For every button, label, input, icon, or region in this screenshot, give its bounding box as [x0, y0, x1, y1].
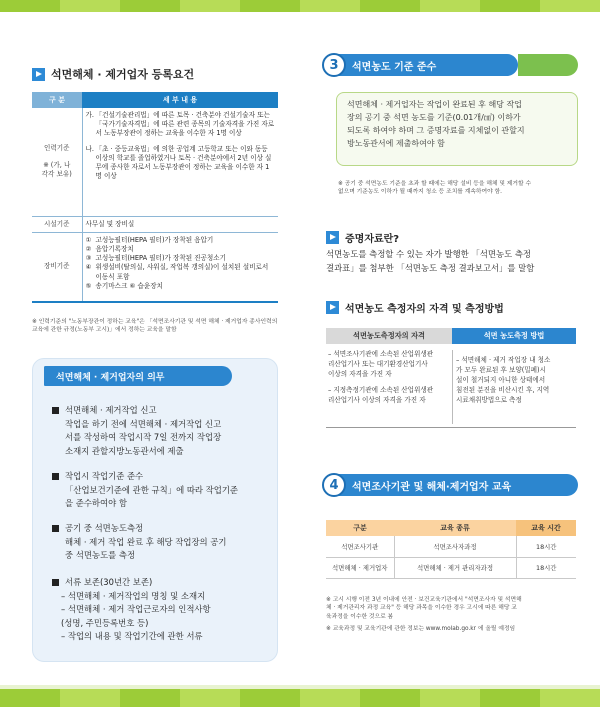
edu-header-category: 구분	[326, 520, 394, 536]
table-row	[32, 232, 278, 302]
table-row	[32, 216, 278, 232]
edu-header-type: 교육 종류	[394, 520, 516, 536]
criteria-box: 석면해체 · 제거업자는 작업이 완료된 후 해당 작업 장의 공기 중 석면 농도를 기준(0.01개/㎤) 이하가 되도록 하여야 하며 그 증명자료를 지체없이 관할지 방노동관서에 제출하여야 함	[336, 92, 578, 166]
bullet-square-icon	[52, 525, 59, 532]
row-label-staff: 인력기준 ※ (가, 나 각각 보유)	[32, 108, 82, 216]
bullet-square-icon	[52, 473, 59, 480]
row-detail-facility: 사무실 및 장비실	[82, 216, 278, 232]
arrow-icon	[326, 231, 339, 244]
table-header-category: 구 분	[32, 92, 82, 108]
criteria-note: ※ 공기 중 석면농도 기준을 초과 할 때에는 해당 설비 등을 해체 및 제거할 수 없으며 기준농도 이하가 될 때까지 청소 등 조치를 계속하여야 함.	[338, 181, 532, 196]
list-item: ④ 위생설비(탈의실, 샤워실, 작업복 갱의실)이 설치된 설비로서 이동식 포함	[85, 263, 269, 281]
quals-right-cell: – 석면해체 · 제거 작업장 내 청소 가 모두 완료된 후 보양(밀폐)시 설이 철거되지 아니한 상태에서 침전된 분진을 비산시킨 후, 지역 시료채취방법으로 측정	[456, 356, 551, 404]
list-item: 가. 「건설기술관리법」에 따른 토목 · 건축분야 건설기술자 또는 「국가기술자격법」에 따른 관련 종목의 기술자격을 가진 자로서 노동부장관이 정하는 교육을 이수한 자 1명 이상	[85, 111, 275, 138]
arrow-icon	[326, 301, 339, 314]
section-3-pill: 3 석면농도 기준 준수	[326, 54, 518, 76]
quals-divider	[452, 350, 453, 424]
edu-header-hours: 교육 시간	[516, 520, 576, 536]
bullet-square-icon	[52, 579, 59, 586]
bottom-decorative-stripe	[0, 689, 600, 707]
duty-item-report: 석면해체 · 제거작업 신고 작업을 하기 전에 석면해체 · 제거작업 신고 서를 작성하여 작업시작 7일 전까지 작업장 소재지 관할지방노동관서에 제출	[52, 404, 221, 458]
duty-item-standard: 작업시 작업기준 준수 「산업보건기준에 관한 규칙」에 따라 작업기준 을 준수하여야 함	[52, 470, 238, 511]
list-item: ② 음압기록장치	[85, 244, 134, 253]
education-notes: ※ 고시 시행 이전 3년 이내에 안전 · 보건교육기관에서 "석면조사자 및 석면해 체 · 제거관리자 과정 교육" 등 해당 과목을 이수한 경우 고시에 따른 해당 교 육과정을 이수한 것으로 봄 ※ 교육과정 및 교육기관에 관한 정보는 www.molab.go.kr 에 올릴 예정임	[326, 597, 522, 633]
proof-text: 석면농도를 측정할 수 있는 자가 발행한 「석면농도 측정 결과표」를 첨부한 「석면농도 측정 결과보고서」를 말함	[326, 249, 535, 273]
table-row	[32, 108, 278, 216]
table-row: 석면해체 · 제거업자 석면해체 · 제거 관리자과정 18시간	[326, 557, 576, 578]
quals-header-right: 석면 농도측정 방법	[452, 328, 576, 344]
row-label-facility: 시설기준	[32, 216, 82, 232]
duty-item-records: 서류 보존(30년간 보존) – 석면해체 · 제거작업의 명칭 및 소재지 – 석면해체 · 제거 작업근로자의 인적사항 (성명, 주민등록번호 등) – 작업의 내용 및 작업기간에 관한 서류	[52, 576, 211, 644]
list-item: ③ 고성능필터(HEPA 필터)가 장착된 진공청소기	[85, 254, 227, 263]
row-detail-equipment	[82, 232, 278, 302]
duty-item-measure: 공기 중 석면농도측정 해체 · 제거 작업 완료 후 해당 작업장의 공기 중 석면농도를 측정	[52, 522, 227, 563]
section-3-pill-tail	[518, 54, 578, 76]
quals-left-cell: – 석면조사기관에 소속된 산업위생관 리산업기사 또는 대기환경산업기사 이상의 자격을 가진 자 – 지정측정기관에 소속된 산업위생관 리산업기사 이상의 자격을 가진 자	[328, 350, 434, 404]
quals-heading: 석면농도 측정자의 자격 및 측정방법	[326, 300, 504, 315]
bullet-square-icon	[52, 407, 59, 414]
row-detail-staff	[82, 108, 278, 216]
duty-tab: 석면해체 · 제거업자의 의무	[44, 366, 232, 386]
requirements-table	[32, 92, 278, 303]
education-table	[326, 520, 576, 579]
section-4-pill: 4 석면조사기관 및 해체·제거업자 교육	[326, 474, 578, 496]
quals-header-left: 석면농도측정자의 자격	[326, 328, 452, 344]
arrow-icon	[32, 68, 45, 81]
registration-heading: 석면해체 · 제거업자 등록요건	[32, 66, 194, 82]
list-item: 나. 「초 · 중등교육법」에 의한 공업계 고등학교 또는 이와 동등 이상의 학교를 졸업하였거나 토목 · 건축분야에서 2년 이상 실무에 종사한 자로서 노동부장관이 정하는 교육을 이수한 자 1명 이상	[85, 144, 272, 181]
table-header-detail: 세 부 내 용	[82, 92, 278, 108]
list-item: ⑤ 송기마스크 ⑥ 습윤장치	[85, 281, 163, 290]
top-decorative-stripe	[0, 0, 600, 12]
proof-heading: 증명자료란?	[326, 230, 399, 245]
row-label-equipment: 장비기준	[32, 232, 82, 302]
list-item: ① 고성능필터(HEPA 필터)가 장착된 음압기	[85, 235, 214, 244]
staff-footnote: ※ 인력기준의 "노동부장관이 정하는 교육"은 「석면조사기관 및 석면 해체 · 제거업자 종사인력의 교육에 관한 규정(노동부 고시)」에서 정하는 교육을 말함	[32, 319, 278, 334]
table-row: 석면조사기관 석면조사자과정 18시간	[326, 536, 576, 557]
